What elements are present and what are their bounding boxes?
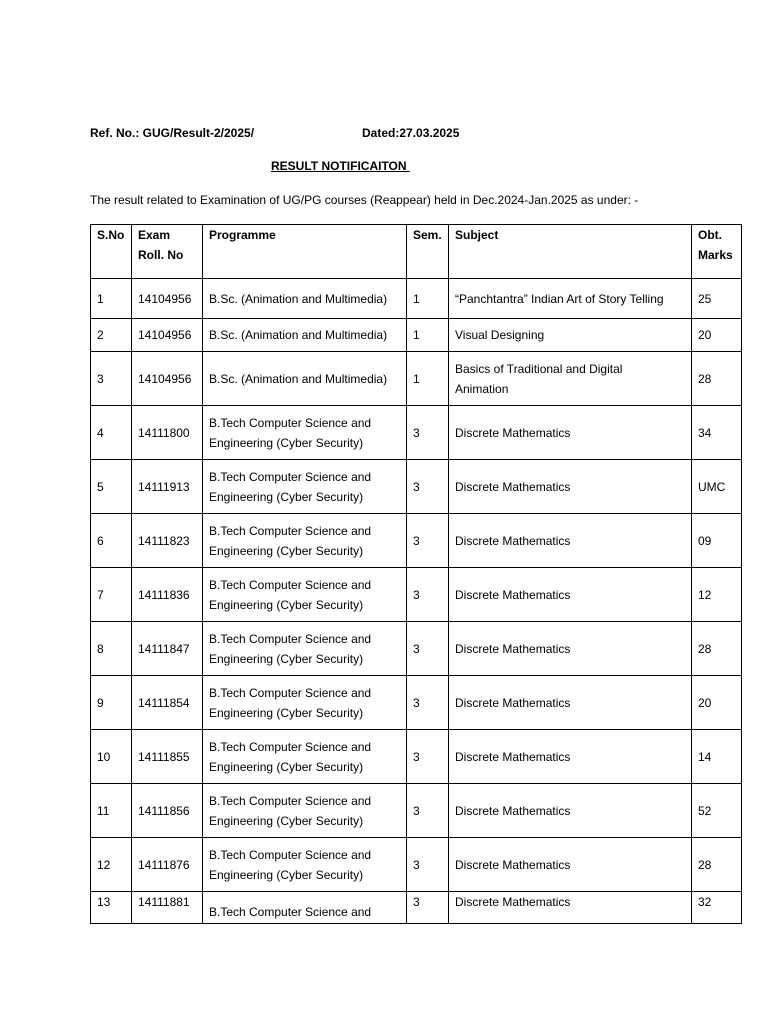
cell-programme: B.Tech Computer Science and	[203, 892, 407, 924]
cell-marks: 28	[692, 622, 742, 676]
cell-programme: B.Sc. (Animation and Multimedia)	[203, 279, 407, 319]
cell-marks: 28	[692, 352, 742, 406]
cell-marks: 20	[692, 319, 742, 352]
cell-sem: 3	[407, 784, 449, 838]
cell-sem: 3	[407, 568, 449, 622]
column-header-subject: Subject	[449, 225, 692, 279]
table-row	[91, 514, 742, 568]
table-row	[91, 676, 742, 730]
cell-programme: B.Tech Computer Science and Engineering (Cyber Security)	[203, 784, 407, 838]
cell-sno: 12	[91, 838, 132, 892]
cell-marks: 28	[692, 838, 742, 892]
cell-marks: 14	[692, 730, 742, 784]
cell-sno: 13	[91, 892, 132, 924]
cell-subject: Discrete Mathematics	[449, 568, 692, 622]
table-row	[91, 838, 742, 892]
cell-marks: UMC	[692, 460, 742, 514]
cell-sem: 3	[407, 514, 449, 568]
cell-programme: B.Tech Computer Science and Engineering (Cyber Security)	[203, 838, 407, 892]
cell-sem: 1	[407, 279, 449, 319]
cell-marks: 20	[692, 676, 742, 730]
cell-sem: 3	[407, 676, 449, 730]
cell-programme: B.Sc. (Animation and Multimedia)	[203, 319, 407, 352]
cell-programme: B.Tech Computer Science and Engineering (Cyber Security)	[203, 676, 407, 730]
cell-roll-no: 14111836	[132, 568, 203, 622]
cell-sno: 5	[91, 460, 132, 514]
cell-marks: 52	[692, 784, 742, 838]
cell-roll-no: 14111823	[132, 514, 203, 568]
cell-roll-no: 14111800	[132, 406, 203, 460]
cell-sem: 3	[407, 406, 449, 460]
table-row	[91, 406, 742, 460]
table-row	[91, 892, 742, 924]
cell-marks: 09	[692, 514, 742, 568]
cell-roll-no: 14104956	[132, 279, 203, 319]
table-row	[91, 319, 742, 352]
cell-sno: 6	[91, 514, 132, 568]
cell-sno: 8	[91, 622, 132, 676]
cell-programme: B.Sc. (Animation and Multimedia)	[203, 352, 407, 406]
cell-subject: Discrete Mathematics	[449, 460, 692, 514]
table-row	[91, 784, 742, 838]
reference-number: Ref. No.: GUG/Result-2/2025/	[90, 126, 255, 140]
cell-sno: 11	[91, 784, 132, 838]
table-row	[91, 622, 742, 676]
cell-roll-no: 14111881	[132, 892, 203, 924]
table-header-row	[91, 225, 742, 279]
cell-sno: 2	[91, 319, 132, 352]
column-header-sem: Sem.	[407, 225, 449, 279]
table-row	[91, 279, 742, 319]
cell-roll-no: 14111856	[132, 784, 203, 838]
cell-marks: 34	[692, 406, 742, 460]
cell-sno: 4	[91, 406, 132, 460]
cell-sem: 1	[407, 319, 449, 352]
cell-programme: B.Tech Computer Science and Engineering (Cyber Security)	[203, 568, 407, 622]
cell-roll-no: 14111876	[132, 838, 203, 892]
cell-marks: 12	[692, 568, 742, 622]
results-table	[90, 224, 742, 924]
cell-sem: 3	[407, 460, 449, 514]
cell-roll-no: 14111847	[132, 622, 203, 676]
cell-marks: 32	[692, 892, 742, 924]
cell-subject: Discrete Mathematics	[449, 730, 692, 784]
cell-subject: Discrete Mathematics	[449, 622, 692, 676]
date: Dated:27.03.2025	[362, 126, 460, 140]
cell-subject: Discrete Mathematics	[449, 784, 692, 838]
cell-marks: 25	[692, 279, 742, 319]
intro-paragraph: The result related to Examination of UG/PG courses (Reappear) held in Dec.2024-Jan.2025 as under: -	[90, 193, 639, 207]
cell-sem: 3	[407, 730, 449, 784]
cell-subject: Discrete Mathematics	[449, 406, 692, 460]
cell-sno: 10	[91, 730, 132, 784]
table-row	[91, 352, 742, 406]
cell-sem: 3	[407, 622, 449, 676]
cell-subject: Discrete Mathematics	[449, 676, 692, 730]
cell-sem: 3	[407, 892, 449, 924]
table-row	[91, 568, 742, 622]
cell-subject: Visual Designing	[449, 319, 692, 352]
document-title: RESULT NOTIFICAITON	[271, 159, 410, 173]
cell-sem: 3	[407, 838, 449, 892]
cell-roll-no: 14111855	[132, 730, 203, 784]
column-header-marks: Obt. Marks	[692, 225, 742, 279]
table-row	[91, 730, 742, 784]
cell-roll-no: 14111913	[132, 460, 203, 514]
cell-sno: 9	[91, 676, 132, 730]
cell-subject: Discrete Mathematics	[449, 892, 692, 924]
cell-programme: B.Tech Computer Science and Engineering (Cyber Security)	[203, 460, 407, 514]
cell-sno: 1	[91, 279, 132, 319]
cell-programme: B.Tech Computer Science and Engineering (Cyber Security)	[203, 730, 407, 784]
cell-programme: B.Tech Computer Science and Engineering (Cyber Security)	[203, 406, 407, 460]
column-header-roll-no: Exam Roll. No	[132, 225, 203, 279]
cell-subject: Discrete Mathematics	[449, 838, 692, 892]
cell-sno: 3	[91, 352, 132, 406]
cell-programme: B.Tech Computer Science and Engineering (Cyber Security)	[203, 514, 407, 568]
cell-roll-no: 14104956	[132, 319, 203, 352]
cell-subject: Discrete Mathematics	[449, 514, 692, 568]
cell-sno: 7	[91, 568, 132, 622]
table-row	[91, 460, 742, 514]
cell-roll-no: 14111854	[132, 676, 203, 730]
column-header-sno: S.No	[91, 225, 132, 279]
cell-subject: Basics of Traditional and Digital Animation	[449, 352, 692, 406]
cell-sem: 1	[407, 352, 449, 406]
column-header-programme: Programme	[203, 225, 407, 279]
cell-roll-no: 14104956	[132, 352, 203, 406]
cell-programme: B.Tech Computer Science and Engineering (Cyber Security)	[203, 622, 407, 676]
cell-subject: “Panchtantra” Indian Art of Story Telling	[449, 279, 692, 319]
